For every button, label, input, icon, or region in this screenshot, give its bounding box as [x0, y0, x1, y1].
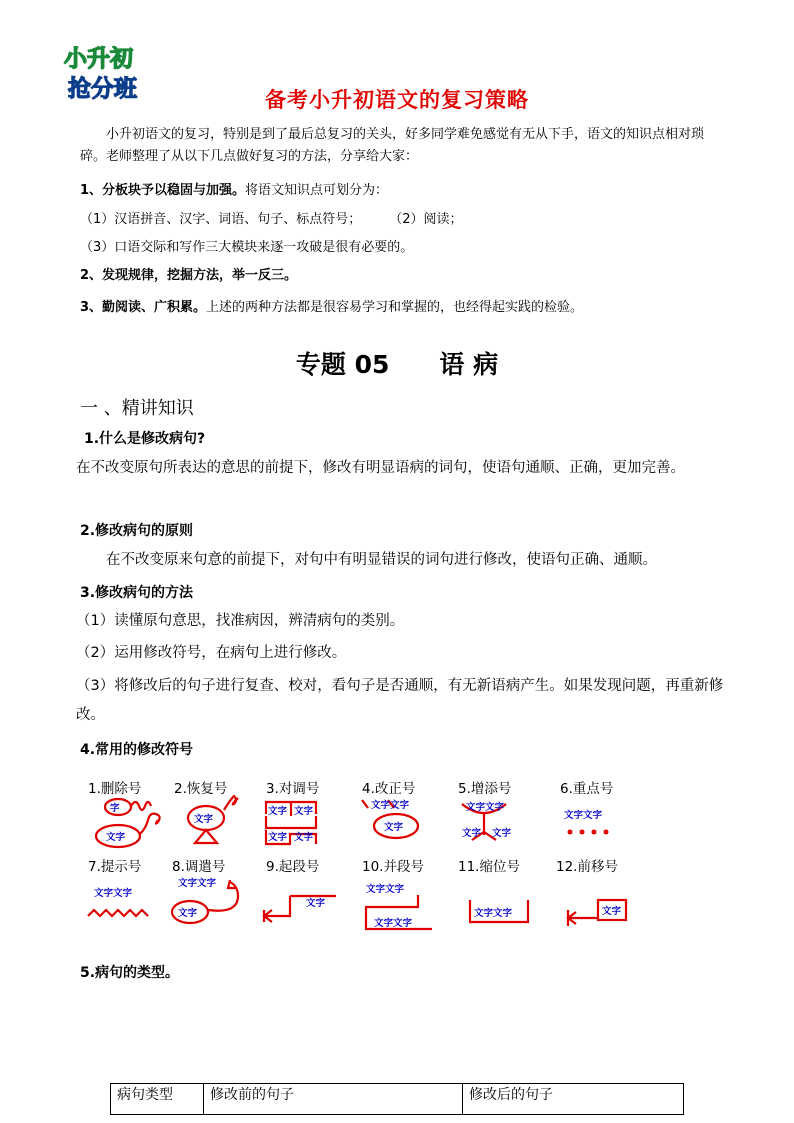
q2-text: 在不改变原来句意的前提下，对句中有明显错误的词句进行修改，使语句正确、通顺。 — [106, 552, 657, 568]
mark-label-insert: 5.增添号 — [458, 781, 512, 797]
mark-label-restore: 2.恢复号 — [174, 781, 228, 797]
insert-text-left: 文字 — [462, 828, 482, 839]
mark-label-swap: 3.对调号 — [266, 781, 320, 797]
intro-item-2: 2、发现规律，挖掘方法，举一反三。 — [80, 268, 298, 283]
table-header-before: 修改前的句子 — [204, 1084, 463, 1115]
logo-line2: 抢分班 — [68, 76, 137, 102]
q4-heading: 4.常用的修改符号 — [80, 742, 194, 758]
insert-text-top: 文字文字 — [466, 802, 505, 813]
mark-label-move: 8.调遣号 — [172, 859, 226, 875]
mark-label-hint: 7.提示号 — [88, 859, 142, 875]
swap-text-c: 文字 — [268, 832, 288, 843]
q3-step3: （3）将修改后的句子进行复查、校对，看句子是否通顺，有无新语病产生。如果发现问题，再重新修改。 — [76, 678, 724, 723]
move-text-circle: 文字 — [178, 908, 198, 919]
mark-label-new-paragraph: 9.起段号 — [266, 859, 320, 875]
delete-char: 字 — [110, 803, 120, 814]
q3-step1: （1）读懂原句意思，找准病因，辨清病句的类别。 — [76, 613, 405, 629]
move-forward-text: 文字 — [602, 906, 622, 917]
mark-label-delete: 1.删除号 — [88, 781, 142, 797]
mark-label-correct: 4.改正号 — [362, 781, 416, 797]
swap-text-b: 文字 — [294, 806, 314, 817]
correct-text-top: 文字文字 — [371, 800, 410, 811]
sentence-types-table — [110, 1083, 684, 1115]
intro-item-1-rest: 将语文知识点可划分为： — [245, 183, 389, 198]
new-paragraph-text: 文字 — [306, 898, 326, 909]
insert-text-right: 文字 — [492, 828, 512, 839]
mark-labels — [88, 780, 618, 875]
indent-text: 文字文字 — [474, 908, 513, 919]
mark-label-indent: 11.缩位号 — [458, 859, 520, 875]
page-title: 备考小升初语文的复习策略 — [265, 88, 529, 112]
hint-zigzag-icon — [88, 910, 148, 916]
new-paragraph-mark-icon — [264, 896, 336, 922]
intro-item-3 — [80, 298, 583, 318]
merge-text-top: 文字文字 — [366, 884, 405, 895]
hint-text: 文字文字 — [94, 888, 133, 899]
intro-item-1c: （3）口语交际和写作三大模块来逐一攻破是很有必要的。 — [80, 240, 414, 255]
q3-step2: （2）运用修改符号，在病句上进行修改。 — [76, 645, 347, 661]
intro-item-1a: （1）汉语拼音、汉字、词语、句子、标点符号； — [80, 212, 362, 227]
table-header-row — [111, 1084, 684, 1115]
intro-item-1 — [80, 181, 388, 201]
correct-text-circle: 文字 — [384, 822, 404, 833]
swap-text-a: 文字 — [268, 806, 288, 817]
emphasis-dots — [568, 830, 609, 835]
intro-item-1-bold: 1、分板块予以稳固与加强。 — [80, 183, 246, 198]
q5-heading: 5.病句的类型。 — [80, 965, 180, 981]
intro-item-3-rest: 上述的两种方法都是很容易学习和掌握的，也经得起实践的检验。 — [206, 300, 584, 315]
q2-heading: 2.修改病句的原则 — [80, 523, 194, 539]
intro-item-1-ab — [80, 210, 463, 230]
topic-heading: 专题 05 语 病 — [295, 350, 499, 379]
q1-text: 在不改变原句所表达的意思的前提下，修改有明显语病的词句，使语句通顺、正确，更加完善。 — [76, 460, 685, 476]
intro-item-1b: （2）阅读； — [389, 212, 463, 227]
table-header-type: 病句类型 — [111, 1084, 204, 1115]
restore-text: 文字 — [194, 814, 214, 825]
intro-paragraph: 小升初语文的复习，特别是到了最后总复习的关头，好多同学难免感觉有无从下手，语文的知识点相对琐碎。老师整理了从以下几点做好复习的方法，分享给大家： — [80, 127, 705, 164]
swap-text-d: 文字 — [294, 832, 314, 843]
intro-item-3-bold: 3、勤阅读、广积累。 — [80, 300, 207, 315]
q1-heading: 1.什么是修改病句? — [84, 431, 206, 447]
emphasis-text: 文字文字 — [564, 810, 603, 821]
revision-symbols-figure — [78, 770, 638, 945]
logo-line1: 小升初 — [64, 46, 133, 72]
delete-text: 文字 — [106, 832, 126, 843]
mark-label-emphasis: 6.重点号 — [560, 781, 614, 797]
table-header-after: 修改后的句子 — [463, 1084, 684, 1115]
section-heading: 一 、精讲知识 — [80, 398, 194, 419]
mark-label-merge-paragraph: 10.并段号 — [362, 859, 424, 875]
q3-heading: 3.修改病句的方法 — [80, 585, 194, 601]
merge-text-bottom: 文字文字 — [374, 918, 413, 929]
mark-label-move-forward: 12.前移号 — [556, 859, 618, 875]
move-text-top: 文字文字 — [178, 878, 217, 889]
